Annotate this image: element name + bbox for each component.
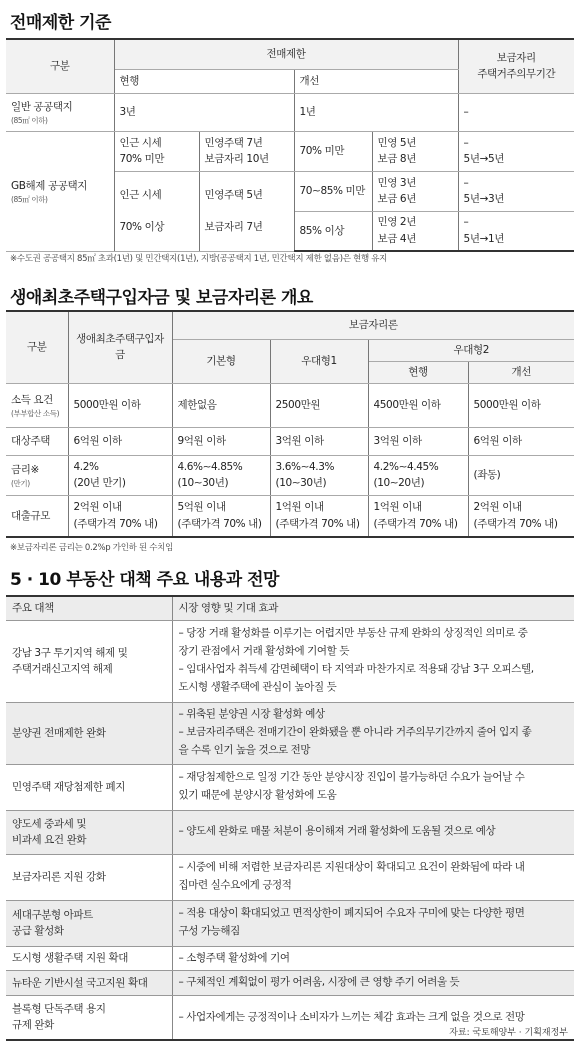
cell: 6억원 이하 [68, 427, 172, 455]
header-residence-duty: 보금자리 주택거주의무기간 [458, 39, 574, 93]
source-credit: 자료: 국토해양부 · 기획재정부 [449, 1028, 568, 1038]
row-label: 대출규모 [6, 495, 68, 537]
table-row [6, 131, 574, 171]
table-row [6, 854, 574, 900]
cell: 6억원 이하 [468, 427, 574, 455]
cell: 85% 이상 [294, 211, 372, 251]
table-row [6, 900, 574, 946]
table-row [6, 810, 574, 854]
cell: 70∼85% 미만 [294, 171, 372, 211]
header-first-home: 생애최초주택구입자금 [68, 311, 172, 383]
measures-table [6, 595, 574, 1041]
measure-label: 양도세 중과세 및 비과세 요건 완화 [6, 810, 172, 854]
measure-label: 뉴타운 기반시설 국고지원 확대 [6, 971, 172, 996]
loan-table [6, 310, 574, 538]
header-current: 현행 [368, 361, 468, 383]
cell: 3억원 이하 [270, 427, 368, 455]
header-improved: 개선 [468, 361, 574, 383]
cell: 5000만원 이하 [68, 383, 172, 427]
table-row [6, 620, 574, 702]
header-current: 현행 [114, 69, 294, 93]
header-pref1: 우대형1 [270, 339, 368, 383]
measure-effect: – 당장 거래 활성화를 이루기는 어렵지만 부동산 규제 완화의 상징적인 의미로 중 장기 관점에서 거래 활성화에 기여할 듯 – 임대사업자 취득세 감면혜택이 타 지역과 마찬가지로 적용돼 강남 3구 오피스텔, 도시형 생활주택에 관심이 높아질 듯 [172, 620, 574, 702]
measure-effect: – 양도세 완화로 매물 처분이 용이해져 거래 활성화에 도움될 것으로 예상 [172, 810, 574, 854]
row-label: 대상주택 [6, 427, 68, 455]
row-label-general: 일반 공공택지 (85㎡ 이하) [6, 93, 114, 131]
measure-effect: – 적용 대상이 확대되었고 면적상한이 폐지되어 수요자 구미에 맞는 다양한 평면 구성 가능해짐 [172, 900, 574, 946]
measure-label: 도시형 생활주택 지원 확대 [6, 946, 172, 971]
cell: 2억원 이내 (주택가격 70% 내) [468, 495, 574, 537]
cell: 민영주택 5년 보금자리 7년 [199, 171, 294, 251]
header-main-measure: 주요 대책 [6, 596, 172, 620]
cell: 인근 시세 70% 미만 [114, 131, 199, 171]
cell: 민영 3년 보금 6년 [372, 171, 458, 211]
cell: – [458, 93, 574, 131]
cell: – 5년→3년 [458, 171, 574, 211]
cell: 1억원 이내 (주택가격 70% 내) [270, 495, 368, 537]
cell: 3.6%∼4.3% (10∼30년) [270, 455, 368, 495]
cell: 4500만원 이하 [368, 383, 468, 427]
table-row [6, 946, 574, 971]
header-basic: 기본형 [172, 339, 270, 383]
table-row [6, 971, 574, 996]
measure-effect: – 구체적인 계획없이 평가 어려움, 시장에 큰 영향 주기 어려울 듯 [172, 971, 574, 996]
cell: 5000만원 이하 [468, 383, 574, 427]
measure-effect: – 사업자에게는 긍정적이나 소비자가 느끼는 체감 효과는 크게 없을 것으로 전망 [172, 996, 574, 1040]
header-gubun: 구분 [6, 39, 114, 93]
cell: – 5년→1년 [458, 211, 574, 251]
measure-effect: – 위축된 분양권 시장 활성화 예상 – 보금자리주택은 전매기간이 완화됐을 뿐 아니라 거주의무기간까지 줄어 입지 좋 을 수록 인기 높을 것으로 전망 [172, 702, 574, 764]
cell: 4.2% (20년 만기) [68, 455, 172, 495]
cell: – 5년→5년 [458, 131, 574, 171]
cell: (좌동) [468, 455, 574, 495]
measure-label: 분양권 전매제한 완화 [6, 702, 172, 764]
cell: 3년 [114, 93, 294, 131]
section2-title: 생애최초주택구입자금 및 보금자리론 개요 [10, 288, 313, 308]
cell: 제한없음 [172, 383, 270, 427]
cell: 2억원 이내 (주택가격 70% 내) [68, 495, 172, 537]
cell: 4.2%∼4.45% (10∼20년) [368, 455, 468, 495]
table-row [6, 455, 574, 495]
measure-effect: – 재당첨제한으로 일정 기간 동안 분양시장 진입이 불가능하던 수요가 늘어날 수 있기 때문에 분양시장 활성화에 도움 [172, 764, 574, 810]
measure-label: 민영주택 재당첨제한 폐지 [6, 764, 172, 810]
header-effect: 시장 영향 및 기대 효과 [172, 596, 574, 620]
row-label-gb: GB해제 공공택지 (85㎡ 이하) [6, 131, 114, 251]
cell: 1억원 이내 (주택가격 70% 내) [368, 495, 468, 537]
measure-effect: – 소형주택 활성화에 기여 [172, 946, 574, 971]
table-row [6, 702, 574, 764]
table-row [6, 764, 574, 810]
header-gubun: 구분 [6, 311, 68, 383]
cell: 인근 시세 70% 이상 [114, 171, 199, 251]
header-resale-limit: 전매제한 [114, 39, 458, 69]
row-label: 금리※ (만기) [6, 455, 68, 495]
table-row [6, 427, 574, 455]
header-improved: 개선 [294, 69, 458, 93]
measure-label: 보금자리론 지원 강화 [6, 854, 172, 900]
resale-limit-table [6, 38, 574, 252]
row-label: 소득 요건 (부부합산 소득) [6, 383, 68, 427]
section3-title: 5 · 10 부동산 대책 주요 내용과 전망 [10, 570, 279, 590]
cell: 2500만원 [270, 383, 368, 427]
measure-label: 블록형 단독주택 용지 규제 완화 [6, 996, 172, 1040]
cell: 민영 2년 보금 4년 [372, 211, 458, 251]
table-row [6, 495, 574, 537]
table-row [6, 383, 574, 427]
section1-note: ※수도권 공공택지 85㎡ 초과(1년) 및 민간택지(1년), 지방(공공택지 1년, 민간택지 제한 없음)은 현행 유지 [10, 254, 388, 264]
measure-label: 강남 3구 투기지역 해제 및 주택거래신고지역 해제 [6, 620, 172, 702]
table-row [6, 93, 574, 131]
header-pref2: 우대형2 [368, 339, 574, 361]
cell: 5억원 이내 (주택가격 70% 내) [172, 495, 270, 537]
cell: 70% 미만 [294, 131, 372, 171]
cell: 3억원 이하 [368, 427, 468, 455]
cell: 민영주택 7년 보금자리 10년 [199, 131, 294, 171]
header-bogeum: 보금자리론 [172, 311, 574, 339]
cell: 4.6%∼4.85% (10∼30년) [172, 455, 270, 495]
cell: 민영 5년 보금 8년 [372, 131, 458, 171]
measure-effect: – 시중에 비해 저렴한 보금자리론 지원대상이 확대되고 요건이 완화됨에 따라 내 집마련 실수요에게 긍정적 [172, 854, 574, 900]
section2-note: ※보금자리론 금리는 0.2%p 가인하 된 수치임 [10, 543, 173, 553]
section1-title: 전매제한 기준 [10, 13, 111, 33]
measure-label: 세대구분형 아파트 공급 활성화 [6, 900, 172, 946]
cell: 1년 [294, 93, 458, 131]
cell: 9억원 이하 [172, 427, 270, 455]
